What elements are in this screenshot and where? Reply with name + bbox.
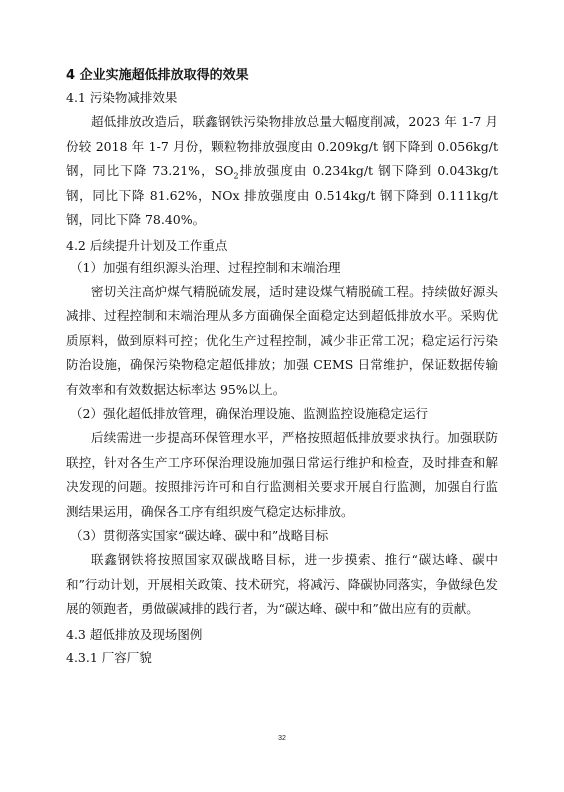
item-paragraph-1: 密切关注高炉煤气精脱硫发展，适时建设煤气精脱硫工程。持续做好源头减排、过程控制和末端治理从多方面确保全面稳定达到超低排放水平。采购优质原料，做到原料可控；优化生产过程控制，减少非正常工况；稳定运行污染防治设施，确保污染物稳定超低排放；加强 CEMS 日常维护，保证数据传输有效率和有效数据达标率达 95%以上。 [66,283,498,397]
page-number: 32 [278,735,286,742]
section-title: 4 企业实施超低排放取得的效果 [66,68,249,83]
paragraph-text-part-b: 排放强度由 0.234kg/t 钢下降到 0.043kg/t 钢，同比下降 81.62%，NOx 排放强度由 0.514kg/t 钢下降到 0.111kg/t 钢，同比下降 78.40%。 [66,163,498,227]
item-paragraph-3: 联鑫钢铁将按照国家双碳战略目标，进一步摸索、推行“碳达峰、碳中和”行动计划，开展相关政策、技术研究，将减污、降碳协同落实，争做绿色发展的领跑者，勇做碳减排的践行者，为“碳达峰、碳中和”做出应有的贡献。 [66,552,498,616]
paragraph-emission-reduction [66,110,498,233]
subsection-title-4-3-1: 4.3.1 厂容厂貌 [66,649,152,665]
item-heading-1: （1）加强有组织源头治理、过程控制和末端治理 [70,259,341,275]
subsection-title-4-2: 4.2 后续提升计划及工作重点 [66,237,228,253]
so2-subscript: 2 [233,171,239,181]
subsection-title-4-1: 4.1 污染物减排效果 [66,90,178,105]
page-content [66,66,498,668]
item-paragraph-2: 后续需进一步提高环保管理水平，严格按照超低排放要求执行。加强联防联控，针对各生产工序环保治理设施加强日常运行维护和检查，及时排查和解决发现的问题。按照排污许可和自行监测相关要求开展自行监测，加强自行监测结果运用，确保各工序有组织废气稳定达标排放。 [66,430,498,519]
paragraph-text-part-a: 超低排放改造后，联鑫钢铁污染物排放总量大幅度削减，2023 年 1-7 月份较 2018 年 1-7 月份，颗粒物排放强度由 0.209kg/t 钢下降到 0.056kg/t 钢，同比下降 73.21%，SO [66,114,498,178]
item-heading-3: （3）贯彻落实国家“碳达峰、碳中和”战略目标 [70,528,329,543]
subsection-title-4-3: 4.3 超低排放及现场图例 [66,626,203,642]
item-heading-2: （2）强化超低排放管理，确保治理设施、监测监控设施稳定运行 [70,406,428,421]
